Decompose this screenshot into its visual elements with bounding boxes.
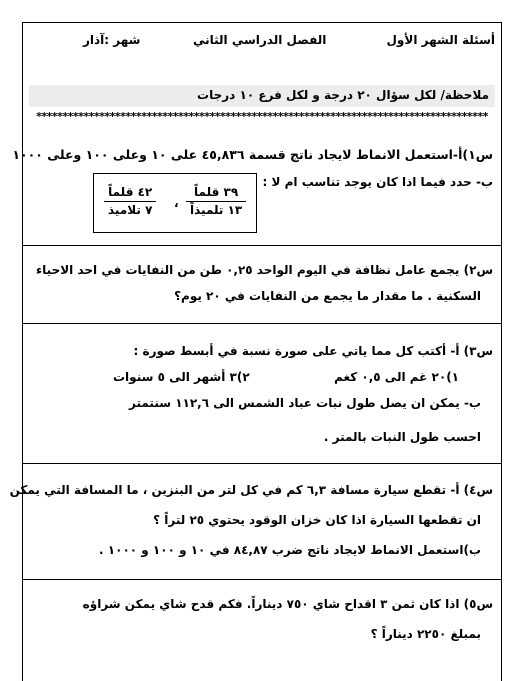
divider-1 bbox=[23, 245, 501, 246]
star-divider: ************************************************************************************** bbox=[36, 110, 488, 123]
q3-part-b-1: ب- يمكن ان يصل طول نبات عباد الشمس الى ١١٢,٦ سنتمتر bbox=[129, 396, 481, 410]
q4-part-a-1: س٤) أ- تقطع سيارة مسافة ٦,٣ كم في كل لتر من البنزين ، ما المسافة التي يمكن bbox=[9, 483, 493, 497]
grading-note-bar bbox=[29, 85, 495, 107]
exam-page bbox=[9, 22, 502, 681]
q3-item-1: ١)٢٠ غم الى ٠,٥ كغم bbox=[334, 370, 459, 384]
ratio-box bbox=[93, 173, 257, 233]
grading-note: ملاحظة/ لكل سؤال ٢٠ درجة و لكل فرع ١٠ درجات bbox=[197, 88, 489, 102]
q4-part-a-2: ان تقطعها السيارة اذا كان خزان الوقود يحتوي ٢٥ لتراً ؟ bbox=[153, 513, 481, 527]
q1-part-a: س١)أ-استعمل الانماط لايجاد ناتج قسمة ٤٥,٨٣٦ على ١٠ وعلى ١٠٠ وعلى ١٠٠٠ bbox=[12, 147, 493, 162]
q3-part-a: س٣) أ- أكتب كل مما ياتي على صورة نسبة في أبسط صورة : bbox=[133, 344, 493, 358]
q2-line-1: س٢) يجمع عامل نظافة في اليوم الواحد ٠,٢٥ طن من النفايات في احد الاحياء bbox=[36, 263, 493, 277]
ratio-left-denominator: ٧ تلاميذ bbox=[108, 203, 153, 217]
divider-3 bbox=[23, 463, 501, 464]
q4-part-b: ب)استعمل الانماط لايجاد ناتج ضرب ٨٤,٨٧ في ١٠ و ١٠٠ و ١٠٠٠ . bbox=[99, 543, 481, 557]
ratio-separator: ، bbox=[174, 196, 179, 210]
ratio-right-denominator: ١٣ تلميذاً bbox=[190, 203, 243, 217]
exam-title: أسئلة الشهر الأول bbox=[386, 33, 495, 47]
q2-line-2: السكنية . ما مقدار ما يجمع من النفايات في ٢٠ يوم؟ bbox=[174, 289, 481, 303]
q3-part-b-2: احسب طول النبات بالمتر . bbox=[323, 430, 481, 444]
ratio-right bbox=[186, 184, 246, 219]
divider-4 bbox=[23, 579, 501, 580]
q5-line-2: بمبلغ ٢٢٥٠ ديناراً ؟ bbox=[370, 627, 481, 641]
ratio-left-numerator: ٤٢ قلماً bbox=[104, 184, 156, 202]
term-label: الفصل الدراسي الثاني bbox=[193, 33, 327, 47]
q5-line-1: س٥) اذا كان ثمن ٣ اقداح شاي ٧٥٠ ديناراً. فكم قدح شاي يمكن شراؤه bbox=[82, 597, 493, 611]
ratio-left bbox=[104, 184, 156, 219]
month-label: شهر :آذار bbox=[83, 33, 141, 47]
q1-part-b: ب- حدد فيما اذا كان يوجد تناسب ام لا : bbox=[262, 175, 493, 189]
divider-2 bbox=[23, 323, 501, 324]
q3-item-2: ٢)٣ أشهر الى ٥ سنوات bbox=[113, 370, 250, 384]
ratio-right-numerator: ٣٩ قلماً bbox=[186, 184, 246, 202]
